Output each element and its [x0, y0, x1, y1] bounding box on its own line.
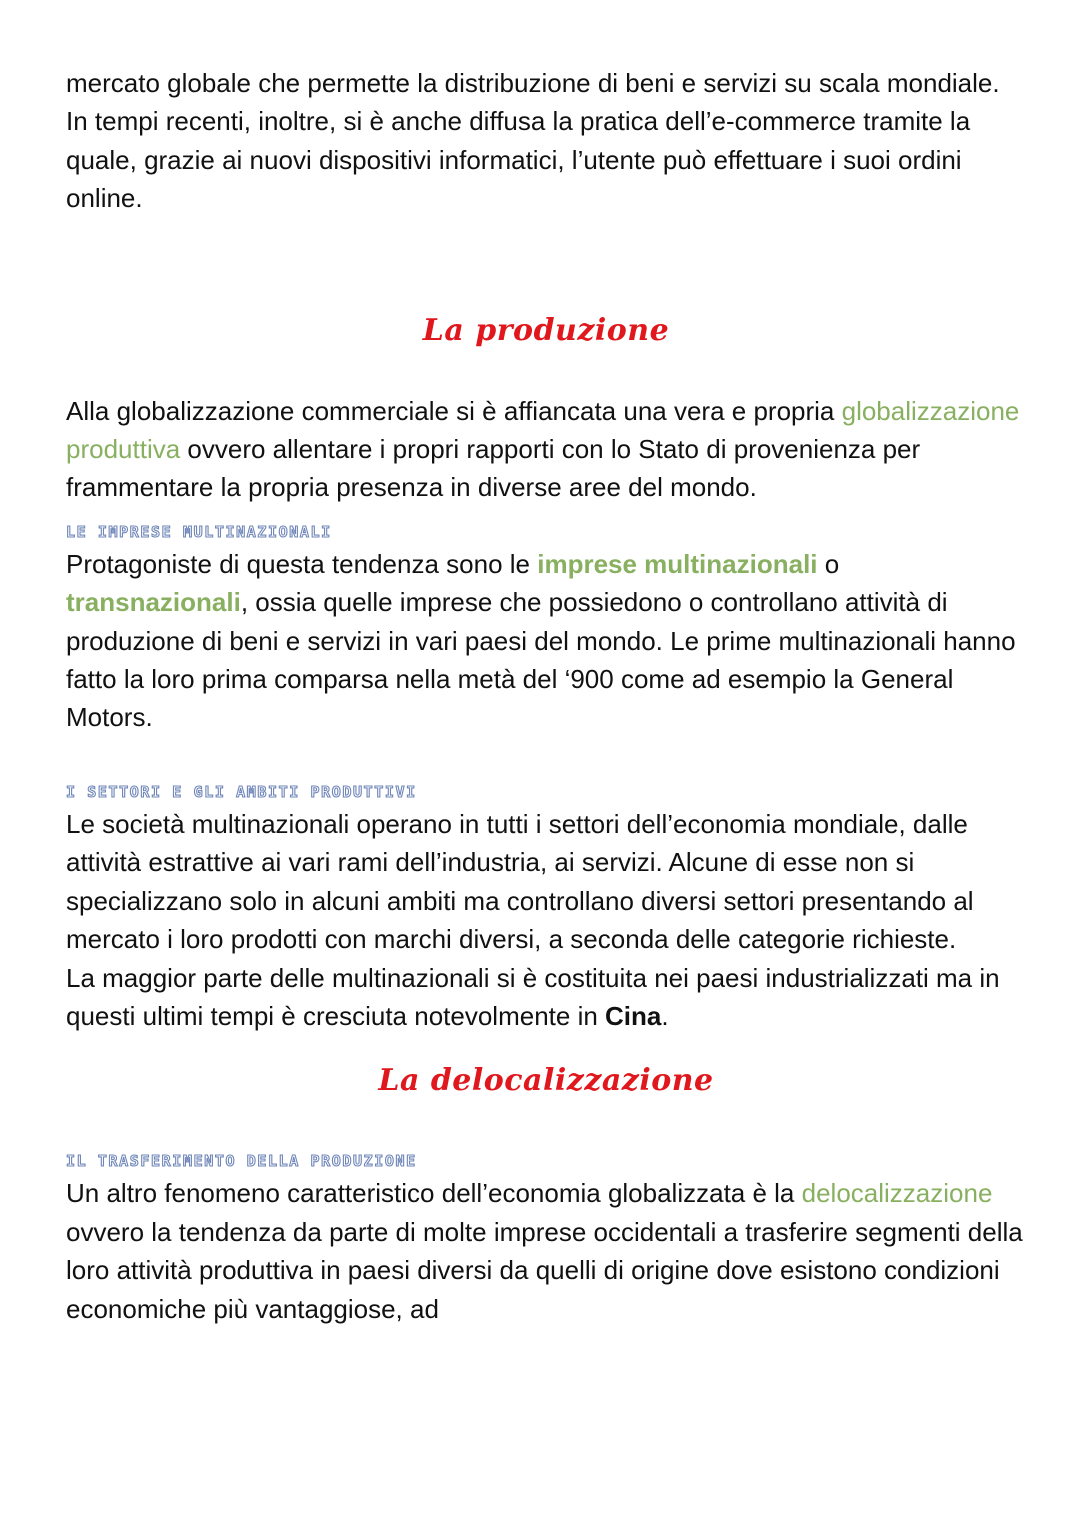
section-title-produzione: La produzione — [422, 312, 670, 348]
highlight-delocalizzazione: delocalizzazione — [801, 1178, 993, 1209]
subheading-settori-ambiti: I SETTORI E GLI AMBITI PRODUTTIVI — [66, 782, 417, 801]
settori-text-1: Le società multinazionali operano in tutti i settori dell’economia mondiale, dalle attività estrattive ai vari rami dell’industria, ai servizi. Alcune di esse non si specializzano solo in alcuni ambiti ma controllano diversi settori presentando al mercato i loro prodotti con marchi diversi, a seconda delle categorie richieste. — [66, 808, 974, 955]
delocalizzazione-text-before: Un altro fenomeno caratteristico dell’economia globalizzata è la — [66, 1178, 802, 1209]
produzione-paragraph — [66, 392, 1026, 507]
highlight-imprese-multinazionali: imprese multinazionali — [537, 548, 818, 579]
subheading-trasferimento-produzione: IL TRASFERIMENTO DELLA PRODUZIONE — [66, 1152, 417, 1171]
settori-text-2-after: . — [661, 1000, 669, 1031]
multinazionali-text-before: Protagoniste di questa tendenza sono le — [66, 548, 538, 579]
bold-cina: Cina — [605, 1000, 662, 1031]
delocalizzazione-paragraph — [66, 1174, 1026, 1328]
intro-text: mercato globale che permette la distribuzione di beni e servizi su scala mondiale. In tempi recenti, inoltre, si è anche diffusa la pratica dell’e-commerce tramite la quale, grazie ai nuovi dispositivi informatici, l’utente può effettuare i suoi ordini online. — [66, 68, 1000, 214]
document-page — [66, 64, 1026, 1328]
highlight-globalizzazione-produttiva: globalizzazione produttiva — [66, 395, 1020, 465]
multinazionali-text-after: , ossia quelle imprese che possiedono o controllano attività di produzione di beni e servizi in vari paesi del mondo. Le prime multinazionali hanno fatto la loro prima comparsa nella metà del ‘900 come ad esempio la General Motors. — [66, 587, 1016, 733]
settori-text-2-before: La maggior parte delle multinazionali si è costituita nei paesi industrializzati ma in questi ultimi tempi è cresciuta notevolmente in — [66, 962, 1000, 1031]
intro-paragraph — [66, 64, 1026, 218]
delocalizzazione-text-after: ovvero la tendenza da parte di molte imprese occidentali a trasferire segmenti della loro attività produttiva in paesi diversi da quelli di origine dove esistono condizioni economiche più vantaggiose, ad — [66, 1216, 1023, 1324]
multinazionali-text-mid: o — [817, 548, 840, 579]
produzione-text-before: Alla globalizzazione commerciale si è affiancata una vera e propria — [66, 395, 842, 426]
settori-paragraph-2 — [66, 959, 1026, 1036]
subheading-imprese-multinazionali: LE IMPRESE MULTINAZIONALI — [66, 522, 332, 541]
multinazionali-paragraph — [66, 545, 1026, 737]
produzione-text-after: ovvero allentare i propri rapporti con lo Stato di provenienza per frammentare la propria presenza in diverse aree del mondo. — [66, 434, 921, 503]
highlight-transnazionali: transnazionali — [66, 587, 241, 618]
section-title-delocalizzazione: La delocalizzazione — [378, 1063, 714, 1099]
settori-paragraph-1 — [66, 805, 1026, 959]
